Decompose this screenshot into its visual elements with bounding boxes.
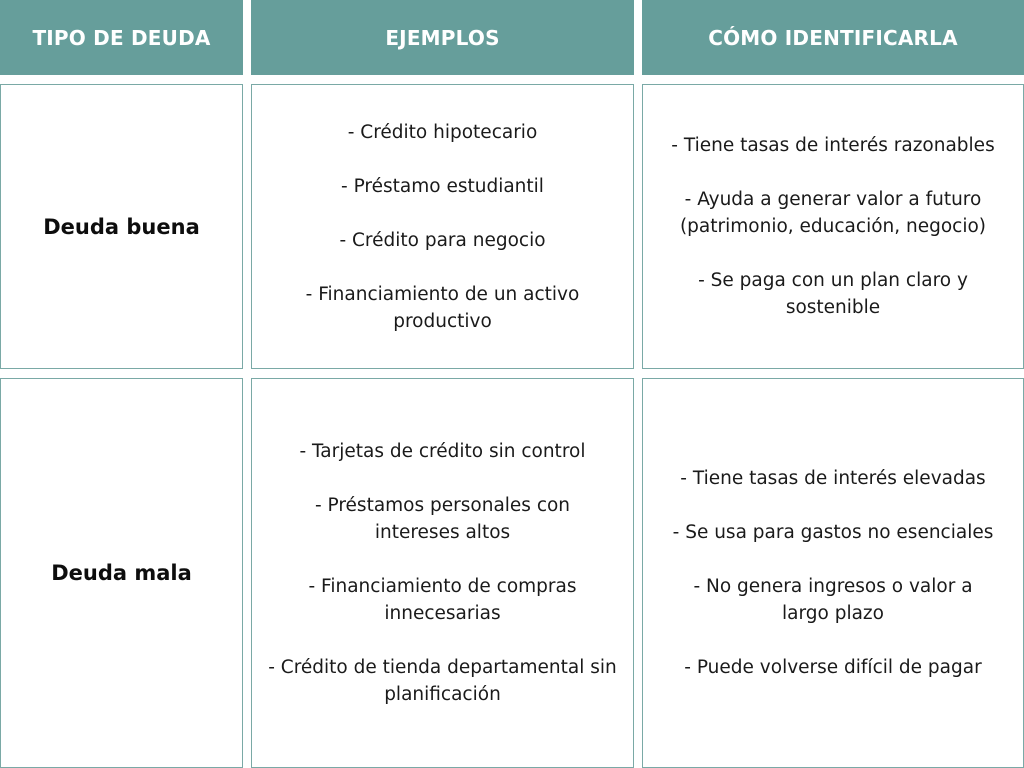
row-deuda-mala-identify-list <box>643 465 1023 681</box>
row-deuda-buena-type: Deuda buena <box>43 214 200 239</box>
example-item: - Préstamos personales con intereses altos <box>314 495 571 543</box>
example-item: - Crédito hipotecario <box>347 121 538 143</box>
row-deuda-buena-type-cell <box>0 84 243 369</box>
example-item: - Tarjetas de crédito sin control <box>299 441 586 462</box>
header-como-identificarla-label: CÓMO IDENTIFICARLA <box>708 25 958 50</box>
identify-item: - Se paga con un plan claro y sostenible <box>698 270 968 318</box>
example-item: - Financiamiento de compras innecesarias <box>308 576 577 624</box>
example-item: - Financiamiento de un activo productivo <box>305 283 580 332</box>
identify-item: - Ayuda a generar valor a futuro (patrimonio, educación, negocio) <box>679 189 987 237</box>
identify-item: - Tiene tasas de interés elevadas <box>680 468 986 489</box>
identify-item: - Se usa para gastos no esenciales <box>672 522 994 543</box>
header-tipo-de-deuda-label: TIPO DE DEUDA <box>32 25 211 50</box>
example-item: - Crédito para negocio <box>339 229 546 251</box>
header-como-identificarla <box>642 0 1024 75</box>
identify-item: - No genera ingresos o valor a largo plazo <box>693 576 973 624</box>
header-ejemplos-label: EJEMPLOS <box>385 25 500 50</box>
row-deuda-buena-examples-list <box>252 119 633 335</box>
example-item: - Préstamo estudiantil <box>341 175 544 197</box>
row-deuda-mala-examples-cell <box>251 378 634 768</box>
example-item: - Crédito de tienda departamental sin planificación <box>268 657 617 705</box>
row-deuda-buena-identify-cell <box>642 84 1024 369</box>
row-deuda-mala-examples-list <box>252 438 633 708</box>
row-deuda-mala-type: Deuda mala <box>51 561 192 585</box>
identify-item: - Tiene tasas de interés razonables <box>671 135 995 156</box>
header-tipo-de-deuda <box>0 0 243 75</box>
row-deuda-buena-examples-cell <box>251 84 634 369</box>
identify-item: - Puede volverse difícil de pagar <box>684 657 982 678</box>
row-deuda-mala-type-cell <box>0 378 243 768</box>
row-deuda-buena-identify-list <box>643 132 1023 321</box>
row-deuda-mala-identify-cell <box>642 378 1024 768</box>
header-ejemplos <box>251 0 634 75</box>
